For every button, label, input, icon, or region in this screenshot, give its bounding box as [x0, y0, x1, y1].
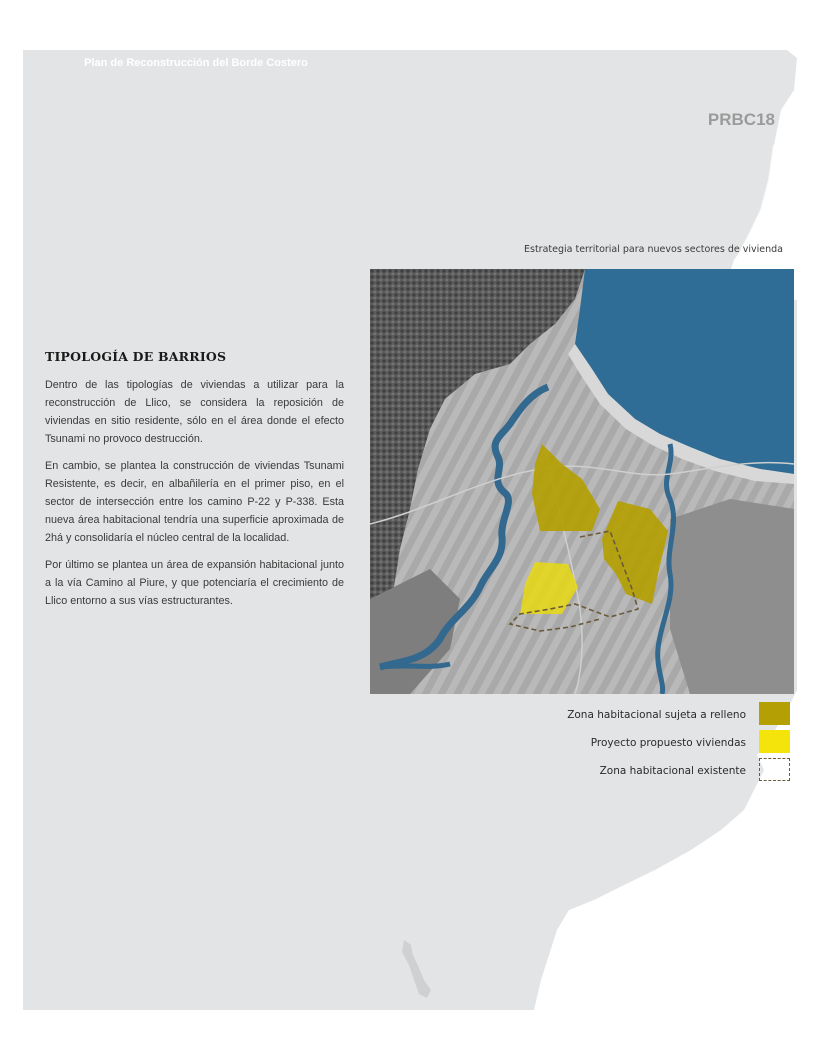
- legend-item-existente: [540, 758, 792, 784]
- paragraph: Por último se plantea un área de expansión habitacional junto a la vía Camino al Piure, y que potenciaría el crecimiento de Llico entorno a sus vías estructurantes.: [45, 559, 344, 607]
- map-caption: Estrategia territorial para nuevos sectores de vivienda: [524, 244, 783, 255]
- legend-item-relleno: [540, 702, 792, 728]
- legend-swatch-yellow: [759, 730, 790, 753]
- paragraph: Dentro de las tipologías de viviendas a utilizar para la reconstrucción de Llico, se considera la reposición de viviendas en sitio residente, sólo en el área donde el efecto Tsunami no provoco destrucción.: [45, 379, 344, 445]
- page-number: 24: [729, 956, 783, 1008]
- legend-label: Zona habitacional existente: [599, 765, 746, 777]
- section-title: TIPOLOGÍA DE BARRIOS: [45, 349, 227, 364]
- legend-item-proyecto: [540, 730, 792, 756]
- legend-swatch-dashed: [759, 758, 790, 781]
- aerial-map: [370, 269, 794, 694]
- paragraph: En cambio, se plantea la construcción de viviendas Tsunami Resistente, es decir, en albañilería en el primer piso, en el sector de intersección entre los camino P-22 y P-338. Esta nueva área habitacional tendría una superficie aproximada de 2há y consolidaría el núcleo central de la localidad.: [45, 460, 344, 544]
- section-body: [45, 376, 344, 619]
- hill-area: [670, 499, 794, 694]
- plan-title: Plan de Reconstrucción del Borde Costero: [84, 57, 308, 69]
- legend-swatch-olive: [759, 702, 790, 725]
- legend-label: Proyecto propuesto viviendas: [590, 737, 746, 749]
- river: [380, 664, 450, 667]
- map-graphic: [370, 269, 794, 694]
- document-code: PRBC18: [707, 110, 775, 129]
- text-panel: [23, 50, 369, 1010]
- legend-label: Zona habitacional sujeta a relleno: [567, 709, 746, 721]
